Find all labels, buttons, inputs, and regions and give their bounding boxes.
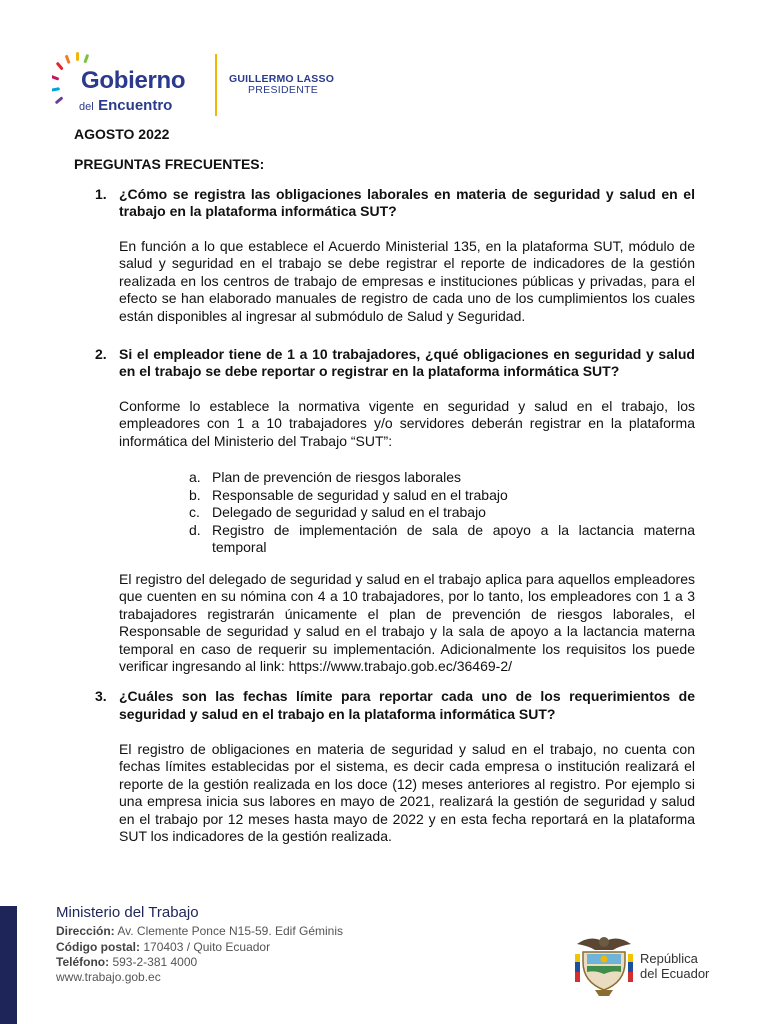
footer-phone (56, 955, 197, 969)
question-3-line-1: ¿Cuáles son las fechas límite para reportar cada uno de los requerimientos de (119, 688, 695, 704)
list-item-letter: c. (189, 504, 200, 520)
question-1-line-2: trabajo en la plataforma informática SUT? (119, 203, 397, 219)
president-block (229, 74, 334, 96)
footer-postal-label: Código postal: (56, 940, 140, 954)
footer-accent-bar (0, 906, 17, 1024)
logo-sub-encuentro: Encuentro (98, 97, 173, 114)
page-title: PREGUNTAS FRECUENTES: (74, 156, 265, 172)
republica-line-2: del Ecuador (640, 966, 710, 981)
logo-subtitle (79, 97, 172, 115)
question-2-intro: Conforme lo establece la normativa vigente en seguridad y salud en el trabajo, los empleadores con 1 a 10 trabajadores y/o servidores deberán registrar en la plataforma informática del Ministerio del Trabajo “SUT”: (119, 398, 695, 449)
list-item-letter: a. (189, 469, 201, 485)
footer-address (56, 924, 343, 938)
document-date: AGOSTO 2022 (74, 126, 170, 142)
question-number: 2. (95, 346, 107, 362)
footer-address-label: Dirección: (56, 924, 115, 938)
question-number: 3. (95, 688, 107, 704)
question-2-line-1: Si el empleador tiene de 1 a 10 trabajadores, ¿qué obligaciones en seguridad y salud (119, 346, 695, 362)
logo-title: Gobierno (81, 67, 186, 94)
question-1-line-1: ¿Cómo se registra las obligaciones laborales en materia de seguridad y salud en el (119, 186, 695, 202)
header-divider (215, 54, 217, 116)
list-item: Responsable de seguridad y salud en el trabajo (212, 487, 508, 503)
question-number: 1. (95, 186, 107, 202)
footer-phone-value: 593-2-381 4000 (112, 955, 198, 969)
question-3-line-2: seguridad y salud en el trabajo en la plataforma informática SUT? (119, 706, 556, 722)
question-3-answer: El registro de obligaciones en materia de seguridad y salud en el trabajo, no cuenta con fechas límites establecidas por el sistema, es decir cada empresa o institución realizará el reporte de la gestión realizada en los doce (12) meses anteriores al registro. Por ejemplo si una empresa inicia sus labores en mayo de 2021, realizará la gestión de seguridad y salud en el trabajo por 12 meses hasta mayo de 2022 y en esta fecha reportará en la plataforma SUT los indicadores de la gestión realizada. (119, 741, 695, 845)
list-item: Plan de prevención de riesgos laborales (212, 469, 462, 485)
question-2-line-2: en el trabajo se debe reportar o registrar en la plataforma informática SUT? (119, 363, 620, 379)
republica-ecuador-text (640, 951, 709, 981)
logo-sub-del: del (79, 101, 94, 113)
list-item-letter: b. (189, 487, 201, 503)
footer-website[interactable]: www.trabajo.gob.ec (56, 970, 161, 984)
footer-ministry: Ministerio del Trabajo (56, 904, 199, 921)
list-item: Delegado de seguridad y salud en el trabajo (212, 504, 486, 520)
president-name: GUILLERMO LASSO (229, 73, 335, 85)
coat-of-arms-icon (573, 932, 635, 998)
list-item-letter: d. (189, 522, 201, 538)
president-title: PRESIDENTE (248, 84, 319, 96)
footer-postal-value: 170403 / Quito Ecuador (143, 940, 271, 954)
republica-line-1: República (640, 951, 698, 966)
list-item: Registro de implementación de sala de apoyo a la lactancia materna temporal (212, 522, 695, 556)
gobierno-logo (52, 50, 212, 120)
footer-postal (56, 940, 270, 954)
footer-phone-label: Teléfono: (56, 955, 110, 969)
footer-address-value: Av. Clemente Ponce N15-59. Edif Géminis (117, 924, 344, 938)
question-2-followup: El registro del delegado de seguridad y salud en el trabajo aplica para aquellos empleadores que cuenten en su nómina con 4 a 10 trabajadores, por lo tanto, los empleadores con 1 a 3 trabajadores registrarán únicamente el plan de prevención de riesgos laborales, el Responsable de seguridad y salud en el trabajo y la sala de apoyo a la lactancia materna temporal en caso de requerir su implementación. Adicionalmente los requisitos los puede verificar ingresando al link: https://www.trabajo.gob.ec/36469-2/ (119, 571, 695, 675)
question-1-answer: En función a lo que establece el Acuerdo Ministerial 135, en la plataforma SUT, módulo de salud y seguridad en el trabajo se debe registrar el reporte de indicadores de la gestión realizada en los centros de trabajo de empresas e instituciones públicas y privadas, para el efecto se han elaborado manuales de registro de cada uno de los cumplimientos los cuales están disponibles al ingresar al submódulo de Salud y Seguridad. (119, 238, 695, 324)
